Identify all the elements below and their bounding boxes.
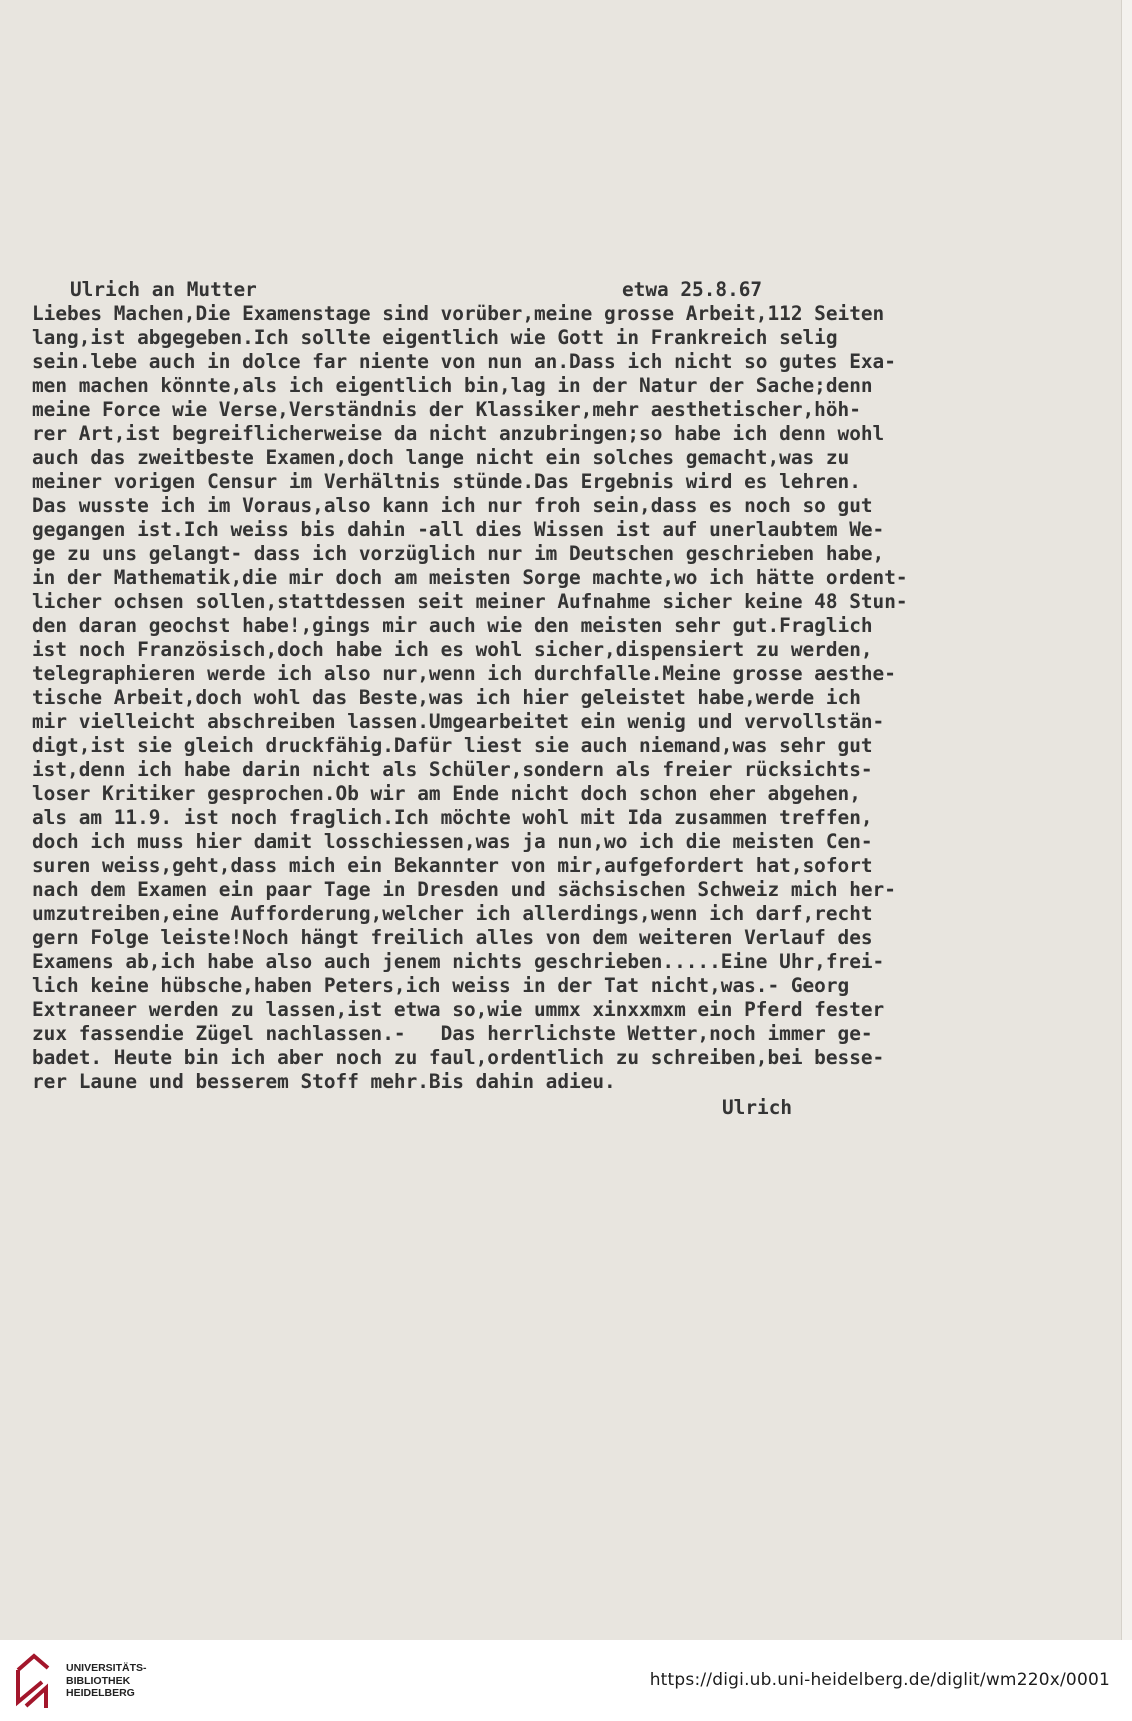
letter-line: umzutreiben,eine Aufforderung,welcher ich allerdings,wenn ich darf,recht [32, 902, 873, 925]
letter-line: badet. Heute bin ich aber noch zu faul,ordentlich zu schreiben,bei besse- [32, 1046, 885, 1069]
letter-line: meiner vorigen Censur im Verhältnis stünde.Das Ergebnis wird es lehren. [32, 470, 861, 493]
letter-line: men machen könnte,als ich eigentlich bin,lag in der Natur der Sache;denn [32, 374, 873, 397]
letter-line: loser Kritiker gesprochen.Ob wir am Ende nicht doch schon eher abgehen, [32, 782, 861, 805]
letter-header [32, 278, 1122, 302]
letter-body [32, 302, 1122, 1094]
letter-line: sein.lebe auch in dolce far niente von nun an.Dass ich nicht so gutes Exa- [32, 350, 896, 373]
letter-line: Examens ab,ich habe also auch jenem nichts geschrieben.....Eine Uhr,frei- [32, 950, 885, 973]
letter-line: tische Arbeit,doch wohl das Beste,was ich hier geleistet habe,werde ich [32, 686, 861, 709]
letter-date: etwa 25.8.67 [622, 278, 763, 301]
permalink-url[interactable]: https://digi.ub.uni-heidelberg.de/diglit/wm220x/0001 [649, 1670, 1110, 1690]
letter-line: meine Force wie Verse,Verständnis der Klassiker,mehr aesthetischer,höh- [32, 398, 861, 421]
letter-line: Liebes Machen,Die Examenstage sind vorüber,meine grosse Arbeit,112 Seiten [32, 302, 885, 325]
letter-line: licher ochsen sollen,stattdessen seit meiner Aufnahme sicher keine 48 Stun- [32, 590, 908, 613]
letter-salutation-header: Ulrich an Mutter [70, 278, 257, 301]
letter-line: lich keine hübsche,haben Peters,ich weiss in der Tat nicht,was.- Georg [32, 974, 850, 997]
letter-line: mir vielleicht abschreiben lassen.Umgearbeitet ein wenig und vervollstän- [32, 710, 885, 733]
letter-line: nach dem Examen ein paar Tage in Dresden und sächsischen Schweiz mich her- [32, 878, 896, 901]
letter-line: rer Art,ist begreiflicherweise da nicht anzubringen;so habe ich denn wohl [32, 422, 885, 445]
letter-line: auch das zweitbeste Examen,doch lange nicht ein solches gemacht,was zu [32, 446, 850, 469]
letter-line: telegraphieren werde ich also nur,wenn ich durchfalle.Meine grosse aesthe- [32, 662, 896, 685]
letter-signature: Ulrich [722, 1096, 793, 1119]
letter-line: gegangen ist.Ich weiss bis dahin -all dies Wissen ist auf unerlaubtem We- [32, 518, 885, 541]
letter-line: suren weiss,geht,dass mich ein Bekannter von mir,aufgefordert hat,sofort [32, 854, 873, 877]
letter-line: als am 11.9. ist noch fraglich.Ich möchte wohl mit Ida zusammen treffen, [32, 806, 873, 829]
letter-line: gern Folge leiste!Noch hängt freilich alles von dem weiteren Verlauf des [32, 926, 873, 949]
library-name-line-1: UNIVERSITÄTS- [66, 1662, 147, 1674]
letter-line: Extraneer werden zu lassen,ist etwa so,wie ummx xinxxmxm ein Pferd fester [32, 998, 885, 1021]
letter-line: den daran geochst habe!,gings mir auch wie den meisten sehr gut.Fraglich [32, 614, 873, 637]
letter-line: lang,ist abgegeben.Ich sollte eigentlich wie Gott in Frankreich selig [32, 326, 838, 349]
letter-line: in der Mathematik,die mir doch am meisten Sorge machte,wo ich hätte ordent- [32, 566, 908, 589]
letter-line: doch ich muss hier damit losschiessen,was ja nun,wo ich die meisten Cen- [32, 830, 873, 853]
letter-line: ge zu uns gelangt- dass ich vorzüglich nur im Deutschen geschrieben habe, [32, 542, 885, 565]
letter-line: ist,denn ich habe darin nicht als Schüler,sondern als freier rücksichts- [32, 758, 873, 781]
letter-line: digt,ist sie gleich druckfähig.Dafür liest sie auch niemand,was sehr gut [32, 734, 873, 757]
library-name-line-2: BIBLIOTHEK [66, 1674, 131, 1687]
viewer-footer [0, 1640, 1132, 1721]
letter-line: rer Laune und besserem Stoff mehr.Bis dahin adieu. [32, 1070, 616, 1093]
letter-line: Das wusste ich im Voraus,also kann ich nur froh sein,dass es noch so gut [32, 494, 873, 517]
typewritten-letter [32, 278, 1122, 1094]
letter-line: zux fassendie Zügel nachlassen.- Das herrlichste Wetter,noch immer ge- [32, 1022, 873, 1045]
page-edge [1121, 0, 1132, 1640]
letter-line: ist noch Französisch,doch habe ich es wohl sicher,dispensiert zu werden, [32, 638, 873, 661]
ub-heidelberg-logo-icon[interactable] [12, 1652, 52, 1710]
library-name-line-3: HEIDELBERG [66, 1687, 135, 1699]
library-name[interactable] [66, 1662, 147, 1700]
